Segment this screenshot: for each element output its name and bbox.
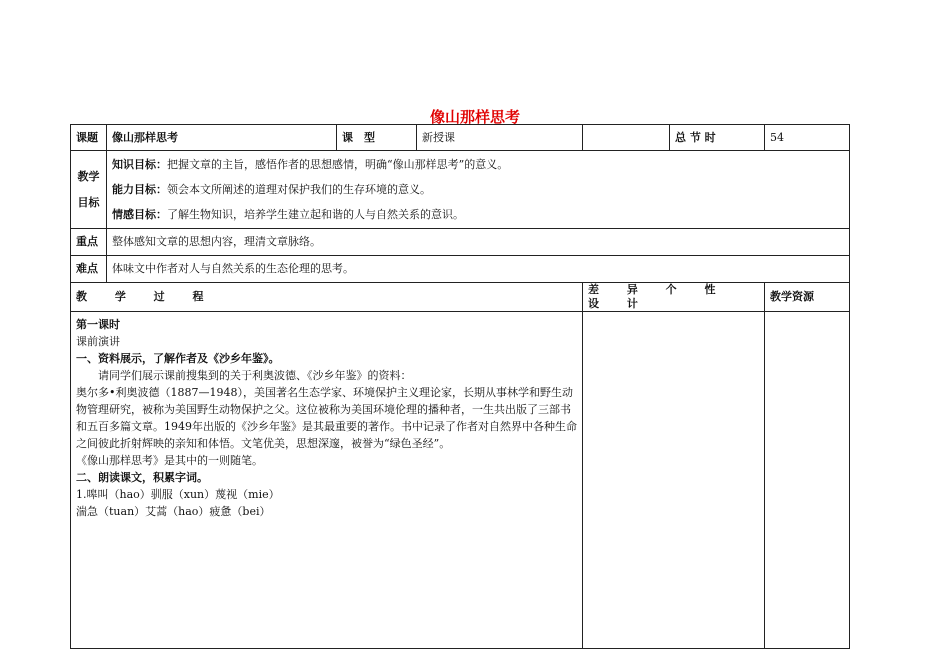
header-row [71,125,850,151]
label-goals-line1: 教学 [77,169,100,183]
page-title: 像山那样思考 [429,108,520,126]
section1-paragraph: 奥尔多•利奥波德（1887—1948），美国著名生态学家、环境保护主义理论家，长期从事林学和野生动物管理研究，被称为美国野生动物保护之父。这位被称为美国环境伦理的播种者，一生共出版了三部书和五百多篇文章。1949年出版的《沙乡年鉴》是其最重要的著作。书中记录了作者对自然界中各种生命之间彼此折射辉映的亲知和体悟。文笔优美，思想深邃，被誉为“绿色圣经”。 [76,386,577,450]
section-header-row [71,283,850,312]
pre-speech: 课前演讲 [76,335,120,348]
topic-value: 像山那样思考 [107,125,337,151]
process-header [71,283,583,312]
content-row [71,312,850,649]
type-value: 新授课 [417,125,583,151]
label-hours: 总 节 时 [670,125,765,151]
process-header-text: 教 学 过 程 [76,290,216,303]
difficulty-text: 体味文中作者对人与自然关系的生态伦理的思考。 [107,256,850,283]
key-text: 整体感知文章的思想内容，理清文章脉络。 [107,229,850,256]
diff-design-content [583,312,765,649]
label-goals [71,151,107,229]
goal-knowledge-head: 知识目标： [112,158,167,171]
lesson-title: 第一课时 [76,318,120,331]
goal-emotion-text: 了解生物知识，培养学生建立起和谐的人与自然关系的意识。 [167,208,464,221]
goal-emotion [112,202,844,227]
goals-content [107,151,850,229]
process-content [71,312,583,649]
goal-emotion-head: 情感目标： [112,208,167,221]
section2-heading: 二、朗读课文，积累字词。 [76,471,208,484]
goal-ability-text: 领会本文所阐述的道理对保护我们的生存环境的意义。 [167,183,431,196]
blank-cell [583,125,670,151]
section1-note: 《像山那样思考》是其中的一则随笔。 [76,454,263,467]
vocab-line2: 湍急（tuan）艾蒿（hao）疲惫（bei） [76,505,271,518]
label-topic: 课题 [71,125,107,151]
goal-knowledge [112,152,844,177]
goal-ability [112,177,844,202]
diff-design-header [583,283,765,312]
resources-header: 教学资源 [765,283,850,312]
goals-row [71,151,850,229]
key-row [71,229,850,256]
goal-knowledge-text: 把握文章的主旨，感悟作者的思想感情，明确“像山那样思考”的意义。 [167,158,509,171]
section1-heading: 一、资料展示，了解作者及《沙乡年鉴》。 [76,352,280,365]
goal-ability-head: 能力目标： [112,183,167,196]
resources-content [765,312,850,649]
label-difficulty: 难点 [71,256,107,283]
lesson-plan-table [70,124,850,649]
label-type: 课 型 [337,125,417,151]
label-goals-line2: 目标 [77,195,100,209]
difficulty-row [71,256,850,283]
section1-intro: 请同学们展示课前搜集到的关于利奥波德、《沙乡年鉴》的资料： [98,369,412,382]
label-key: 重点 [71,229,107,256]
hours-value: 54 [765,125,850,151]
diff-design-header-text: 差 异 个 性 设 计 [588,283,728,310]
vocab-line1: 1.嗥叫（hao）驯服（xun）蔑视（mie） [76,488,280,501]
